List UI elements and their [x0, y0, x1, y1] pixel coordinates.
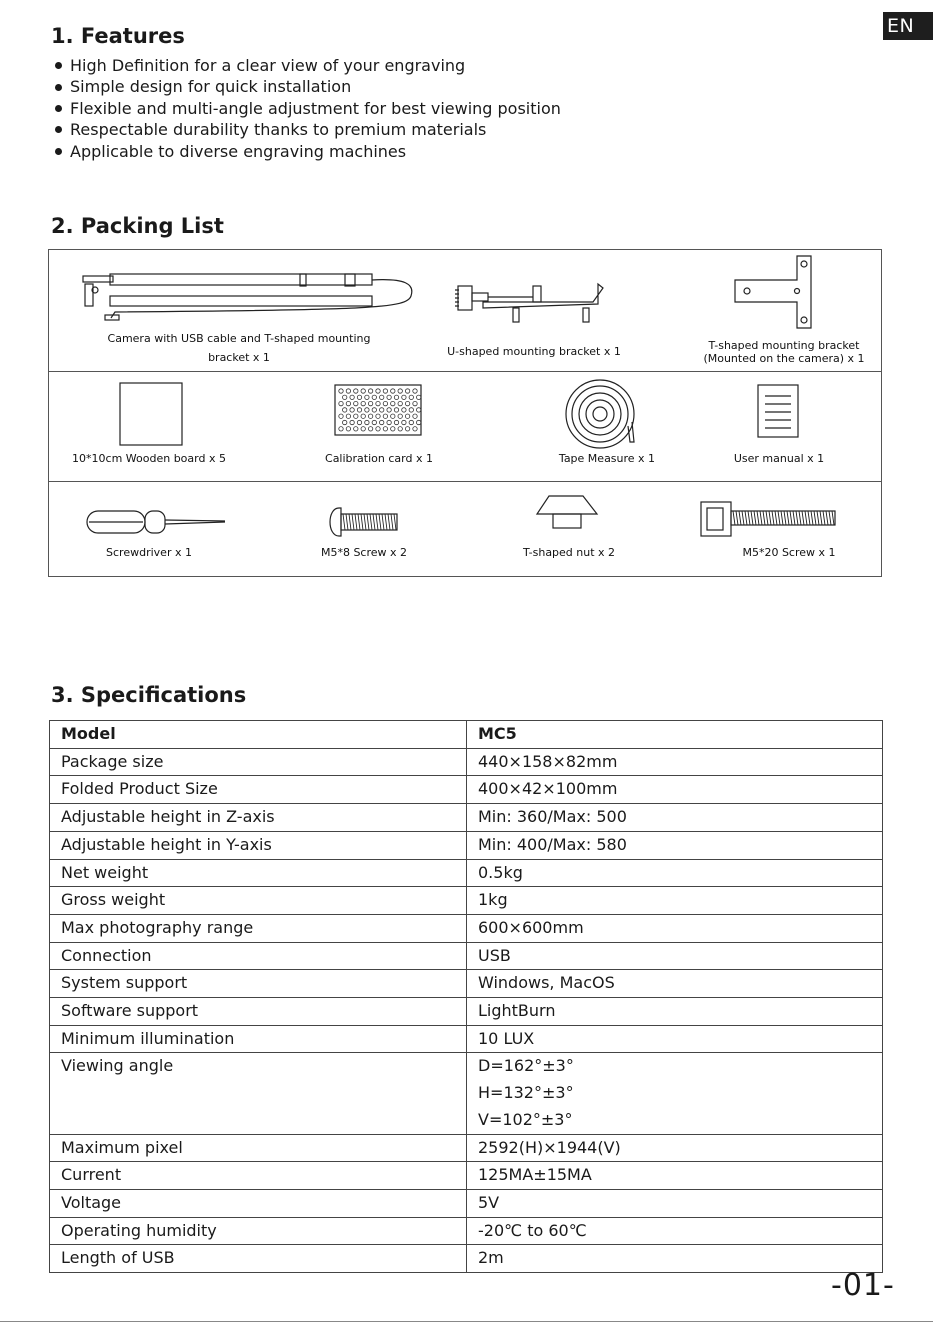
spec-label-cell: Viewing angle: [50, 1053, 467, 1134]
spec-value-cell: [467, 1053, 883, 1134]
u-bracket-illustration: [453, 278, 613, 328]
bullet-icon: [55, 84, 62, 91]
spec-label-cell: System support: [50, 970, 467, 998]
spec-value-cell: Windows, MacOS: [467, 970, 883, 998]
features-list: [52, 55, 561, 162]
spec-value-cell: 5V: [467, 1189, 883, 1217]
language-tab: EN: [883, 12, 933, 40]
spec-label-cell: Connection: [50, 942, 467, 970]
camera-label: Camera with USB cable and T-shaped mounting: [107, 332, 371, 345]
spec-label-cell: Adjustable height in Z-axis: [50, 804, 467, 832]
bullet-icon: [55, 148, 62, 155]
table-row: [50, 1162, 883, 1190]
feature-item: Respectable durability thanks to premium materials: [52, 119, 561, 140]
spec-value-cell: 0.5kg: [467, 859, 883, 887]
camera-illustration: [75, 270, 415, 326]
header-cell-value: MC5: [467, 721, 883, 749]
viewing-angle-value: H=132°±3°: [478, 1083, 574, 1103]
spec-label-cell: Current: [50, 1162, 467, 1190]
table-header-row: [50, 721, 883, 749]
spec-label-cell: Net weight: [50, 859, 467, 887]
wooden-board-illustration: [119, 382, 183, 446]
header-cell-model: Model: [50, 721, 467, 749]
spec-value-cell: 400×42×100mm: [467, 776, 883, 804]
table-row: [50, 1217, 883, 1245]
packing-list-box: [48, 249, 882, 577]
camera-label-2: bracket x 1: [208, 351, 270, 364]
t-bracket-illustration: [731, 254, 821, 330]
calibration-card-label: Calibration card x 1: [325, 452, 433, 465]
table-row-viewing-angle: [50, 1053, 883, 1134]
table-row: [50, 942, 883, 970]
user-manual-label: User manual x 1: [733, 452, 825, 465]
spec-label-cell: Minimum illumination: [50, 1025, 467, 1053]
spec-value-cell: 10 LUX: [467, 1025, 883, 1053]
table-row: [50, 1189, 883, 1217]
packing-list-title: 2. Packing List: [51, 214, 224, 238]
u-bracket-label: U-shaped mounting bracket x 1: [447, 345, 621, 358]
table-row: [50, 1025, 883, 1053]
row-divider: [49, 481, 881, 482]
screwdriver-illustration: [85, 508, 230, 538]
feature-item: High Definition for a clear view of your engraving: [52, 55, 561, 76]
spec-value-cell: Min: 400/Max: 580: [467, 831, 883, 859]
table-row: [50, 970, 883, 998]
spec-label-cell: Package size: [50, 748, 467, 776]
wooden-board-label: 10*10cm Wooden board x 5: [72, 452, 226, 465]
features-title: 1. Features: [51, 24, 185, 48]
page-number: -01-: [831, 1268, 895, 1303]
table-row: [50, 776, 883, 804]
viewing-angle-value: D=162°±3°: [478, 1056, 574, 1076]
calibration-card-illustration: [334, 384, 422, 436]
table-row: [50, 1134, 883, 1162]
spec-value-cell: LightBurn: [467, 998, 883, 1026]
m5x20-screw-illustration: [699, 500, 839, 540]
spec-label-cell: Adjustable height in Y-axis: [50, 831, 467, 859]
spec-value-cell: 600×600mm: [467, 914, 883, 942]
spec-label-cell: Max photography range: [50, 914, 467, 942]
t-nut-label: T-shaped nut x 2: [522, 546, 616, 559]
table-row: [50, 914, 883, 942]
spec-label-cell: Operating humidity: [50, 1217, 467, 1245]
specifications-table: [49, 720, 883, 1273]
spec-label-cell: Maximum pixel: [50, 1134, 467, 1162]
table-row: [50, 831, 883, 859]
bullet-icon: [55, 126, 62, 133]
spec-label-cell: Length of USB: [50, 1245, 467, 1273]
table-row: [50, 998, 883, 1026]
screwdriver-label: Screwdriver x 1: [106, 546, 192, 559]
table-row: [50, 859, 883, 887]
spec-label-cell: Folded Product Size: [50, 776, 467, 804]
specifications-title: 3. Specifications: [51, 683, 247, 707]
spec-label-cell: Voltage: [50, 1189, 467, 1217]
user-manual-illustration: [757, 384, 801, 440]
spec-value-cell: Min: 360/Max: 500: [467, 804, 883, 832]
row-divider: [49, 371, 881, 372]
bullet-icon: [55, 105, 62, 112]
spec-value-cell: 125MA±15MA: [467, 1162, 883, 1190]
tape-measure-illustration: [564, 378, 644, 450]
table-row: [50, 1245, 883, 1273]
t-bracket-label-2: (Mounted on the camera) x 1: [703, 352, 865, 365]
feature-item: Flexible and multi-angle adjustment for best viewing position: [52, 98, 561, 119]
spec-label-cell: Gross weight: [50, 887, 467, 915]
bullet-icon: [55, 62, 62, 69]
spec-value-cell: 2m: [467, 1245, 883, 1273]
bottom-divider: [0, 1321, 933, 1322]
viewing-angle-value: V=102°±3°: [478, 1109, 573, 1129]
table-row: [50, 804, 883, 832]
table-row: [50, 887, 883, 915]
spec-value-cell: -20℃ to 60℃: [467, 1217, 883, 1245]
spec-value-cell: 440×158×82mm: [467, 748, 883, 776]
t-bracket-label: T-shaped mounting bracket: [708, 339, 860, 352]
m5x20-screw-label: M5*20 Screw x 1: [742, 546, 836, 559]
t-nut-illustration: [535, 494, 599, 532]
spec-value-cell: 1kg: [467, 887, 883, 915]
m5x8-screw-illustration: [325, 506, 401, 540]
feature-item: Simple design for quick installation: [52, 76, 561, 97]
m5x8-screw-label: M5*8 Screw x 2: [320, 546, 408, 559]
spec-value-cell: USB: [467, 942, 883, 970]
feature-item: Applicable to diverse engraving machines: [52, 141, 561, 162]
spec-label-cell: Software support: [50, 998, 467, 1026]
tape-measure-label: Tape Measure x 1: [558, 452, 656, 465]
table-row: [50, 748, 883, 776]
spec-value-cell: 2592(H)×1944(V): [467, 1134, 883, 1162]
